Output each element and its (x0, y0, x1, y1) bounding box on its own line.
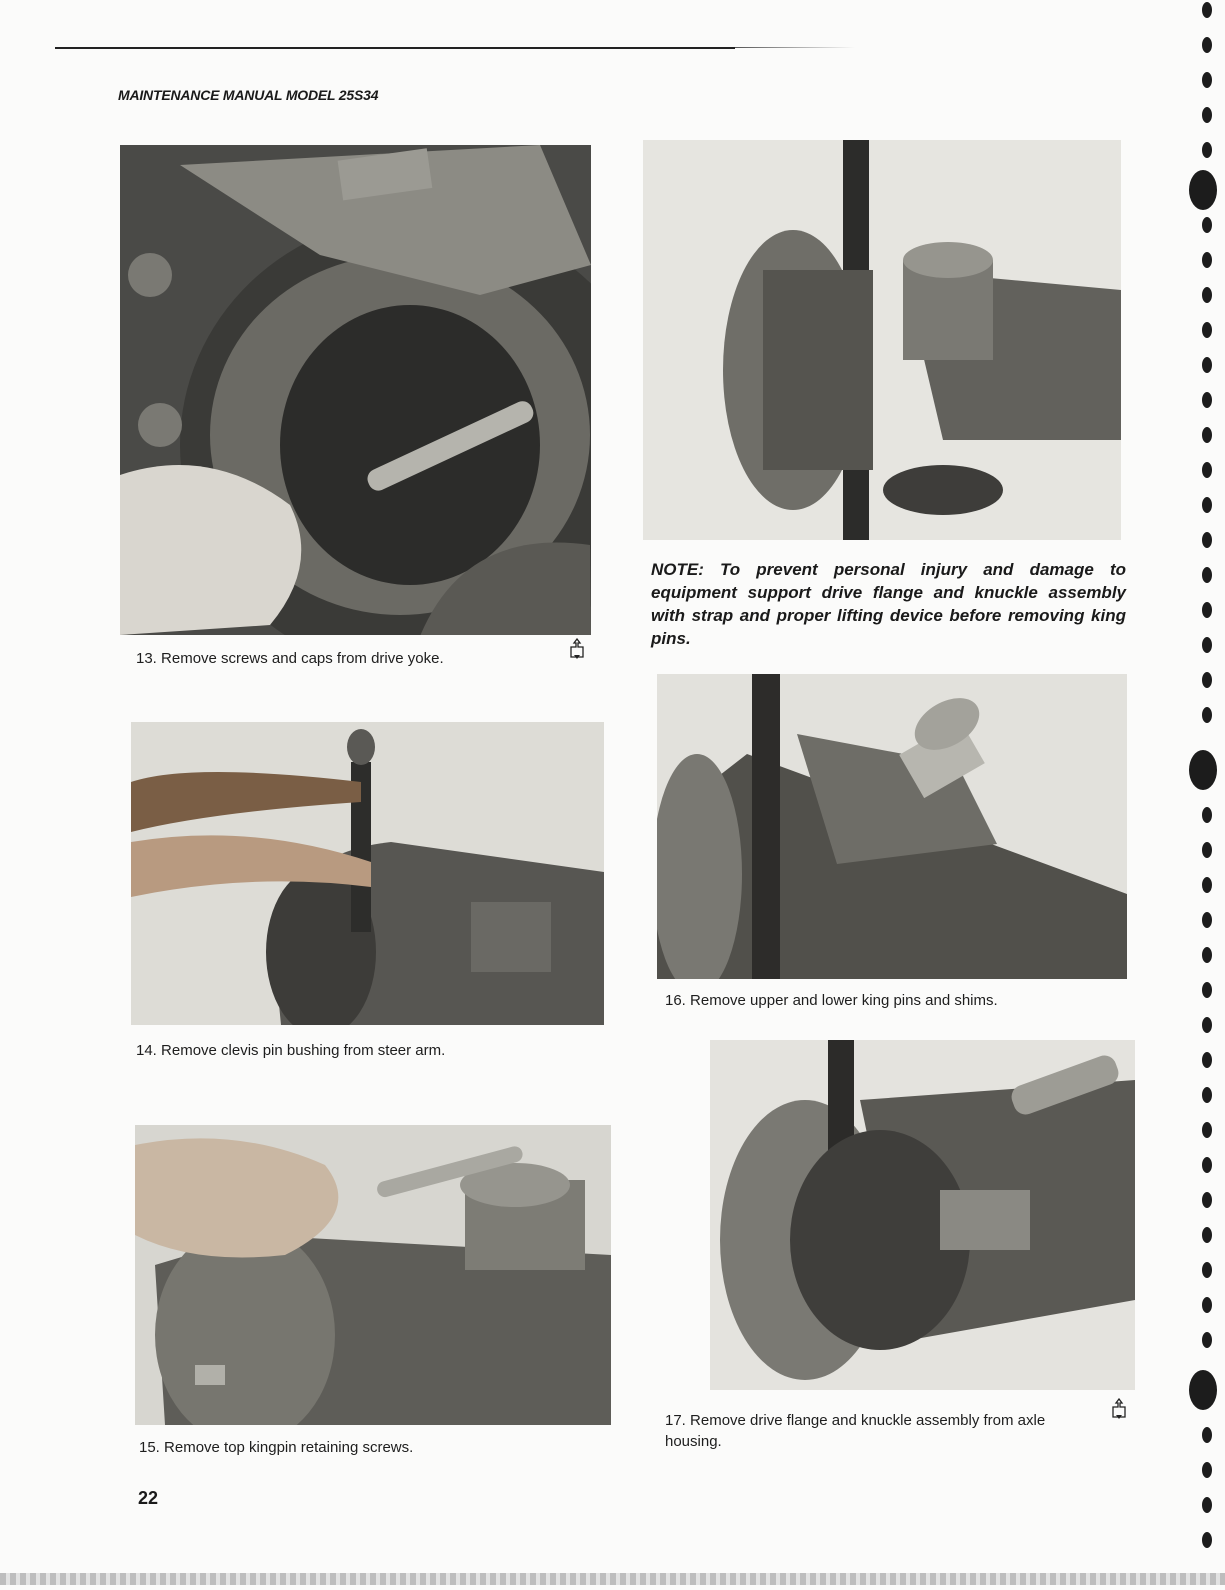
step-15-caption: 15. Remove top kingpin retaining screws. (139, 1439, 414, 1456)
header-rule-fade (735, 47, 855, 48)
step-17-caption: 17. Remove drive flange and knuckle assembly from axle housing. (665, 1412, 1046, 1450)
strap-support-photo (643, 140, 1121, 540)
hammer-bushing-photo (131, 722, 604, 1025)
move-arrows-icon (569, 638, 585, 660)
step-14-caption: 14. Remove clevis pin bushing from steer arm. (136, 1042, 446, 1059)
safety-note: NOTE: To prevent personal injury and damage to equipment support drive flange and knuckle assembly with strap and proper lifting device before removing king pins. (651, 560, 1126, 648)
manual-header: MAINTENANCE MANUAL MODEL 25S34 (118, 87, 379, 103)
spiral-binding (1185, 0, 1225, 1585)
step-13-caption: 13. Remove screws and caps from drive yoke. (136, 650, 444, 667)
page-number: 22 (138, 1488, 159, 1508)
drive-yoke-wrench-photo (120, 145, 591, 635)
king-pin-removal-photo (657, 674, 1127, 979)
header-rule (55, 47, 735, 49)
step-16-caption: 16. Remove upper and lower king pins and shims. (665, 992, 998, 1009)
move-arrows-icon (1111, 1398, 1127, 1420)
knuckle-assembly-photo (710, 1040, 1135, 1390)
ratchet-kingpin-photo (135, 1125, 611, 1425)
scan-edge-strip (0, 1573, 1225, 1585)
